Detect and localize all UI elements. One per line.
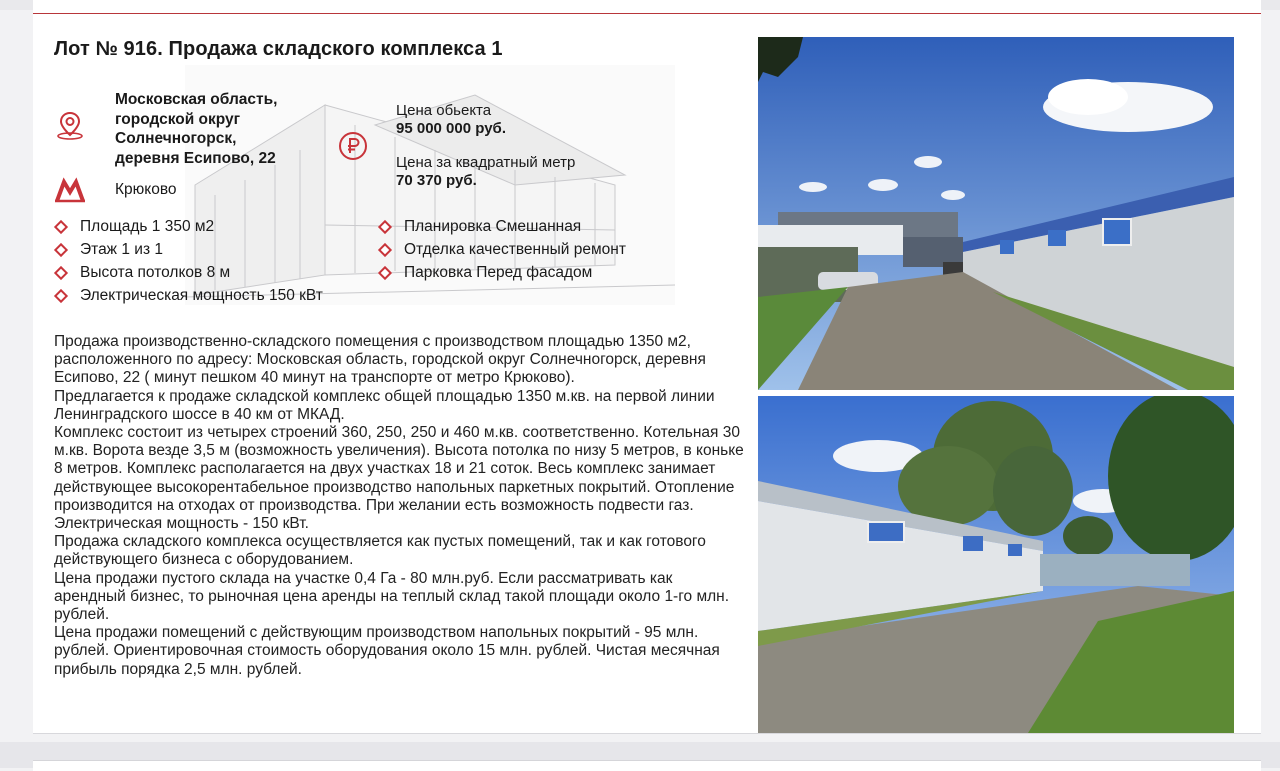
property-photo[interactable]: [758, 37, 1234, 390]
price-label: Цена обьекта: [396, 102, 492, 119]
price-sqm-value: 70 370 руб.: [396, 172, 477, 189]
description-paragraph: Цена продажи помещений с действующим производством напольных покрытий - 95 млн. рублей. Ориентировочная стоимость оборудования около 15 млн. рублей. Чистая месячная прибыль порядка 2,5 млн. рублей.: [54, 624, 720, 678]
header-rule: [33, 13, 1261, 14]
metro-m-icon: [54, 177, 86, 205]
feature-item: Высота потолков 8 м: [53, 261, 323, 284]
feature-item: Этаж 1 из 1: [53, 238, 323, 261]
description-paragraph: Продажа производственно-складского помещения с производством площадью 1350 м2, расположенного по адресу: Московская область, городской округ Солнечногорск, деревня Есипово, 22 ( минут пешком 40 минут на транспорте от метро Крюково).: [54, 333, 706, 387]
features-right: [377, 215, 626, 284]
feature-item: Парковка Перед фасадом: [377, 261, 626, 284]
metro-station: Крюково: [115, 181, 177, 198]
property-photo[interactable]: [758, 396, 1234, 733]
address-line: Московская область,: [115, 91, 278, 108]
diamond-bullet-icon: [378, 220, 392, 234]
diamond-bullet-icon: [54, 243, 68, 257]
description-paragraph: Продажа складского комплекса осуществляется как пустых помещений, так и как готового действующего бизнеса с оборудованием.: [54, 533, 706, 569]
diamond-bullet-icon: [54, 289, 68, 303]
ruble-icon: [337, 130, 369, 162]
diamond-bullet-icon: [54, 220, 68, 234]
diamond-bullet-icon: [378, 243, 392, 257]
address-line: городской округ: [115, 110, 241, 128]
diamond-bullet-icon: [378, 266, 392, 280]
description: [54, 333, 744, 679]
listing-title: Лот № 916. Продажа складского комплекса 1: [54, 38, 503, 60]
feature-item: Отделка качественный ремонт: [377, 238, 626, 261]
features-left: [53, 215, 323, 307]
feature-item: Планировка Смешанная: [377, 215, 626, 238]
feature-item: Электрическая мощность 150 кВт: [53, 284, 323, 307]
address-line: Солнечногорск,: [115, 130, 237, 147]
feature-item: Площадь 1 350 м2: [53, 215, 323, 238]
description-paragraph: Комплекс состоит из четырех строений 360, 250, 250 и 460 м.кв. соответственно. Котельная 30 м.кв. Ворота везде 3,5 м (возможность увеличения). Высота потолка по низу 5 метров, в коньке 8 метров. Комплекс располагается на двух участках 18 и 21 соток. Весь комплекс занимает действующее высокорентабельное производство напольных паркетных покрытий. Отопление производится на отходах от производства. При желании есть возможность подвести газ. Электрическая мощность - 150 кВт.: [54, 424, 744, 533]
diamond-bullet-icon: [54, 266, 68, 280]
price-sqm-label: Цена за квадратный метр: [396, 154, 576, 171]
address: [115, 90, 335, 168]
price-block: [396, 102, 575, 190]
price-value: 95 000 000 руб.: [396, 120, 506, 137]
address-line: деревня Есипово, 22: [115, 149, 276, 167]
description-paragraph: Предлагается к продаже складской комплекс общей площадью 1350 м.кв. на первой линии Ленинградского шоссе в 40 км от МКАД.: [54, 387, 715, 423]
description-paragraph: Цена продажи пустого склада на участке 0,4 Га - 80 млн.руб. Если рассматривать как арендный бизнес, то рыночная цена аренды на теплый склад такой площади около 1-го млн. рублей.: [54, 569, 730, 624]
location-pin-icon: [54, 109, 86, 141]
next-card-edge: [33, 760, 1261, 771]
